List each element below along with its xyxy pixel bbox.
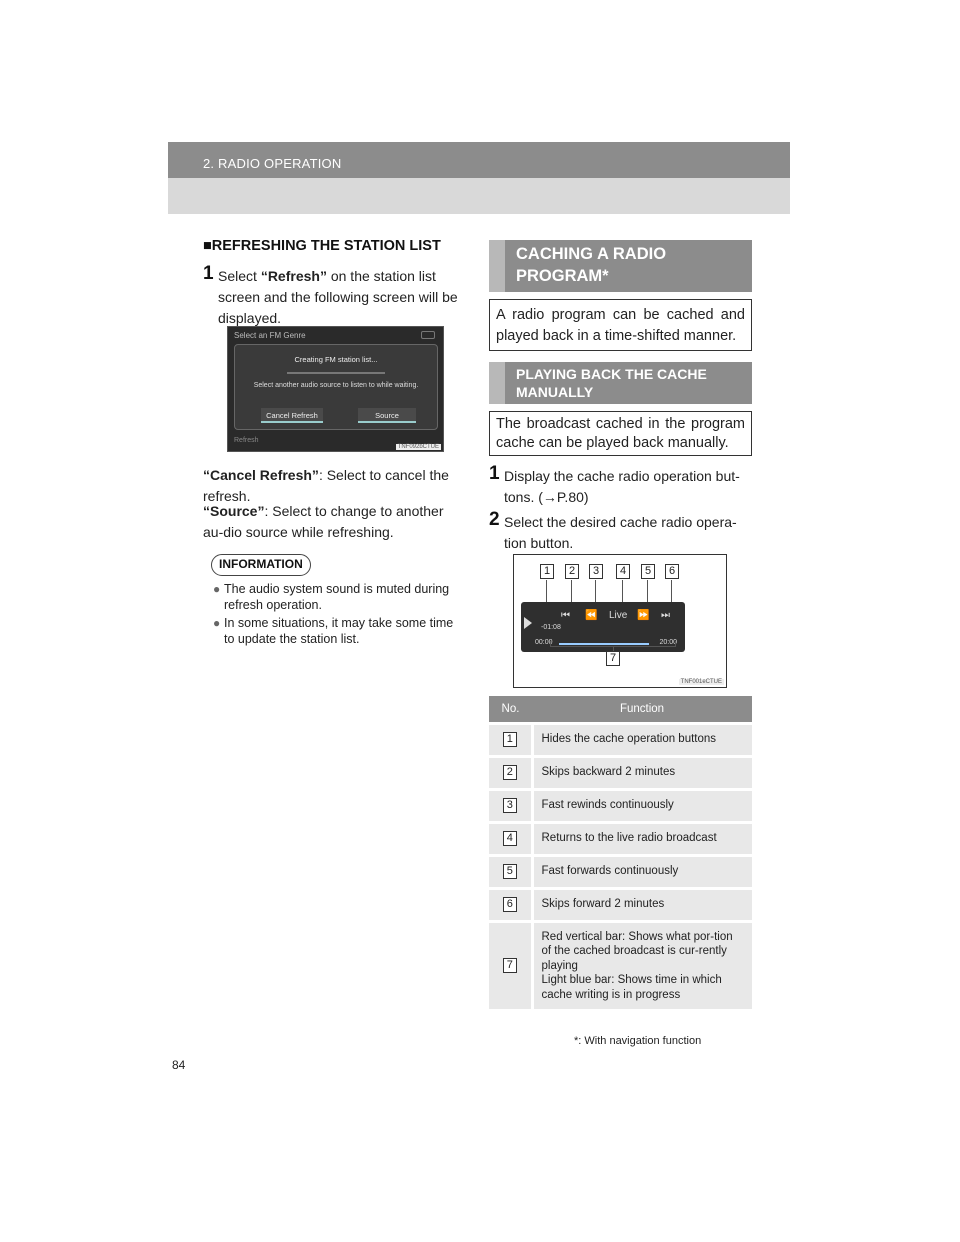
close-icon xyxy=(421,331,435,339)
caching-description: A radio program can be cached and played back in a time-shifted manner. xyxy=(489,299,752,351)
playing-back-description: The broadcast cached in the program cache can be played back manually. xyxy=(489,411,752,456)
table-row xyxy=(489,921,752,1009)
callout-4: 4 xyxy=(616,564,630,579)
caching-heading: CACHING A RADIO PROGRAM* xyxy=(489,240,752,292)
left-step-1: 1 Select “Refresh” on the station list screen and the following screen will be displayed. xyxy=(203,263,458,326)
table-row xyxy=(489,822,752,855)
fast-forward-icon[interactable]: ⏩ xyxy=(637,610,650,621)
step-number: 1 xyxy=(489,463,500,484)
table-row xyxy=(489,855,752,888)
row-function: Returns to the live radio broadcast xyxy=(532,822,752,855)
row-number: 6 xyxy=(503,897,517,912)
creating-message: Creating FM station list... xyxy=(294,355,378,364)
table-row xyxy=(489,789,752,822)
table-row xyxy=(489,756,752,789)
station-list-screen xyxy=(227,326,444,452)
section-title: 2. RADIO OPERATION xyxy=(203,156,342,171)
live-button[interactable]: Live xyxy=(609,610,628,621)
callout-2: 2 xyxy=(565,564,579,579)
callout-1: 1 xyxy=(540,564,554,579)
table-header-row xyxy=(489,696,752,723)
function-table xyxy=(489,696,752,1009)
refresh-key: “Refresh” xyxy=(260,268,327,284)
cache-controls-screen xyxy=(513,554,727,688)
column-no: No. xyxy=(489,696,532,723)
rewind-icon[interactable]: ⏪ xyxy=(585,610,598,621)
source-button[interactable]: Source xyxy=(358,408,416,423)
refreshing-heading: ■REFRESHING THE STATION LIST xyxy=(203,238,441,254)
refresh-dialog xyxy=(234,344,438,430)
hide-buttons-icon[interactable] xyxy=(524,617,532,629)
column-function: Function xyxy=(532,696,752,723)
row-function: Red vertical bar: Shows what por-tion of the cached broadcast is cur-rently playing Light blue bar: Shows time in which cache writing is in progress xyxy=(532,921,752,1009)
cancel-refresh-button[interactable]: Cancel Refresh xyxy=(261,408,323,423)
row-function: Fast rewinds continuously xyxy=(532,789,752,822)
row-number: 3 xyxy=(503,798,517,813)
info-item: ● In some situations, it may take some time to update the station list. xyxy=(213,616,454,646)
cancel-refresh-desc: “Cancel Refresh”: Select to cancel the refresh. xyxy=(203,467,449,504)
info-item: ● The audio system sound is muted during refresh operation. xyxy=(213,582,450,612)
row-number: 5 xyxy=(503,864,517,879)
row-function: Skips backward 2 minutes xyxy=(532,756,752,789)
start-time: 00:00 xyxy=(535,639,553,646)
end-time: 20:00 xyxy=(659,639,677,646)
right-step-1: 1 Display the cache radio operation but-tons. (→P.80) xyxy=(489,463,740,505)
callout-6: 6 xyxy=(665,564,679,579)
callout-3: 3 xyxy=(589,564,603,579)
callout-7: 7 xyxy=(606,651,620,666)
screen-title: Select an FM Genre xyxy=(234,331,306,340)
step-number: 2 xyxy=(489,509,500,530)
row-function: Hides the cache operation buttons xyxy=(532,723,752,756)
right-step-2: 2 Select the desired cache radio opera-tion button. xyxy=(489,509,737,551)
image-code: TNF092bCTUE xyxy=(397,444,439,450)
waiting-message: Select another audio source to listen to while waiting. xyxy=(253,382,419,389)
row-function: Skips forward 2 minutes xyxy=(532,888,752,921)
table-row xyxy=(489,723,752,756)
progress-line xyxy=(287,372,385,374)
callout-5: 5 xyxy=(641,564,655,579)
image-code: TNF001eCTUE xyxy=(680,679,722,685)
elapsed-time: -01:08 xyxy=(541,624,561,631)
information-tag: INFORMATION xyxy=(211,554,311,576)
row-number: 1 xyxy=(503,732,517,747)
row-function: Fast forwards continuously xyxy=(532,855,752,888)
row-number: 7 xyxy=(503,958,517,973)
page-number: 84 xyxy=(172,1058,186,1072)
row-number: 4 xyxy=(503,831,517,846)
table-row xyxy=(489,888,752,921)
playing-back-heading: PLAYING BACK THE CACHE MANUALLY xyxy=(489,362,752,404)
row-number: 2 xyxy=(503,765,517,780)
skip-back-icon[interactable]: ⏮ xyxy=(561,610,570,621)
bullet-icon: ● xyxy=(213,582,221,596)
skip-forward-icon[interactable]: ⏭ xyxy=(661,610,670,621)
bullet-icon: ● xyxy=(213,616,221,630)
step-number: 1 xyxy=(203,263,214,284)
refresh-button[interactable]: Refresh xyxy=(234,437,259,444)
source-desc: “Source”: Select to change to another au-dio source while refreshing. xyxy=(203,503,444,540)
information-box xyxy=(211,554,463,654)
footnote: *: With navigation function xyxy=(574,1035,702,1047)
